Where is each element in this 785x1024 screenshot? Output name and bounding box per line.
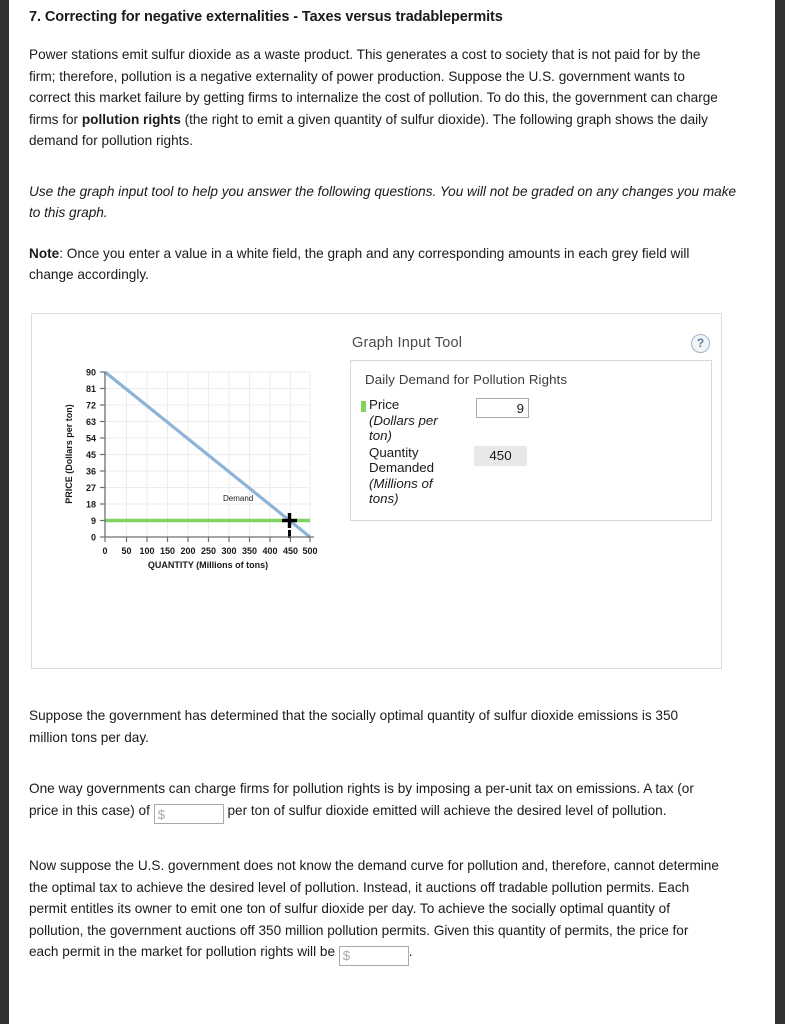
page-content xyxy=(9,0,775,1024)
field-row-quantity-demanded xyxy=(361,445,701,507)
intro-bold-term: pollution rights xyxy=(81,111,181,127)
svg-text:100: 100 xyxy=(139,546,155,556)
lower-section xyxy=(9,705,765,966)
note-text: : Once you enter a value in a white field, the graph and any corresponding amounts in each grey field will change accordingly. xyxy=(29,245,690,282)
graph-input-tool-body xyxy=(350,360,712,521)
svg-text:27: 27 xyxy=(85,483,96,493)
y-axis-tick-labels xyxy=(86,368,96,543)
permits-text-a: Now suppose the U.S. government does not know the demand curve for pollution and, therefore, cannot determine the optimal tax to achieve the desired level of pollution. Instead, it auctions off tradable pollution permits. Each permit entitles its owner to emit one ton of sulfur dioxide per day. To achieve the socially optimal quantity of pollution, the government auctions off 350 million pollution permits. Given this quantity of permits, the price for each permit in the market for pollution rights will be xyxy=(29,858,719,959)
svg-text:50: 50 xyxy=(121,546,132,556)
price-field-name: Price xyxy=(369,397,400,412)
svg-text:9: 9 xyxy=(90,516,96,526)
page-title: 7. Correcting for negative externalities - Taxes versus tradablepermits xyxy=(29,9,503,25)
svg-text:200: 200 xyxy=(180,546,196,556)
tax-text-b: per ton of sulfur dioxide emitted will achieve the desired level of pollution. xyxy=(223,802,667,818)
note-label: Note xyxy=(29,245,60,261)
svg-text:63: 63 xyxy=(85,417,96,427)
svg-text:300: 300 xyxy=(221,546,237,556)
tax-paragraph xyxy=(9,778,765,824)
x-axis-tick-labels xyxy=(102,546,317,556)
intro-text-b: (the right to emit a given quantity of sulfur dioxide). The following graph shows the daily demand for pollution rights. xyxy=(29,111,708,148)
note-paragraph xyxy=(9,243,775,286)
svg-text:0: 0 xyxy=(102,546,108,556)
svg-text:250: 250 xyxy=(200,546,217,556)
svg-text:500: 500 xyxy=(302,546,318,556)
quantity-series-swatch xyxy=(361,449,366,460)
graph-input-tool-header xyxy=(350,328,712,358)
x-axis-title: QUANTITY (Millions of tons) xyxy=(147,560,269,570)
svg-text:36: 36 xyxy=(85,466,96,477)
page-border-right xyxy=(775,0,785,1024)
field-row-price xyxy=(361,397,701,444)
intro-paragraph xyxy=(9,44,775,152)
permit-price-input[interactable] xyxy=(339,946,409,966)
svg-text:81: 81 xyxy=(85,384,96,394)
price-field-label xyxy=(369,397,461,444)
y-axis-ticks xyxy=(100,372,105,537)
price-field-unit: (Dollars per ton) xyxy=(369,412,438,443)
graph-input-tool-subtitle: Daily Demand for Pollution Rights xyxy=(365,372,568,387)
svg-text:72: 72 xyxy=(85,400,96,411)
intro-text-a: Power stations emit sulfur dioxide as a waste product. This generates a cost to society that is not paid for by the firm; therefore, pollution is a negative externality of power production. Suppose the U.S. government wants to correct this market failure by getting firms to internalize the cost of pollution. To do this, the government can charge firms for xyxy=(29,47,718,127)
instruction-paragraph: Use the graph input tool to help you answer the following questions. You will not be graded on any changes you make to this graph. xyxy=(29,183,737,220)
help-icon[interactable]: ? xyxy=(691,334,710,353)
graph-input-tool-title: Graph Input Tool xyxy=(352,335,463,351)
graph-input-tool xyxy=(350,328,712,521)
tax-amount-input[interactable] xyxy=(154,804,224,824)
svg-text:450: 450 xyxy=(282,546,299,556)
svg-text:150: 150 xyxy=(159,546,176,556)
svg-text:45: 45 xyxy=(85,450,96,460)
quantity-demanded-value: 450 xyxy=(474,446,527,466)
graph-widget-container xyxy=(31,313,722,669)
quantity-field-label xyxy=(369,445,461,507)
svg-text:400: 400 xyxy=(262,546,278,556)
chart-svg xyxy=(42,362,332,622)
optimal-quantity-paragraph: Suppose the government has determined that the socially optimal quantity of sulfur dioxide emissions is 350 million tons per day. xyxy=(29,708,679,745)
price-series-swatch xyxy=(361,401,366,412)
tax-text-a: One way governments can charge firms for pollution rights is by imposing a per-unit tax on emissions. A tax (or price in this case) of xyxy=(29,781,694,818)
svg-text:90: 90 xyxy=(85,367,96,378)
page-border-left xyxy=(0,0,9,1024)
price-input[interactable] xyxy=(476,398,529,418)
permits-paragraph xyxy=(9,855,765,966)
svg-text:350: 350 xyxy=(241,546,258,556)
permits-text-b: . xyxy=(408,944,413,959)
demand-chart[interactable] xyxy=(42,362,332,622)
demand-series-label: Demand xyxy=(223,494,254,503)
svg-text:18: 18 xyxy=(85,499,96,510)
x-axis-ticks xyxy=(105,537,310,542)
svg-text:0: 0 xyxy=(90,532,96,543)
quantity-field-unit: (Millions of tons) xyxy=(369,475,433,506)
svg-text:54: 54 xyxy=(85,433,96,444)
quantity-field-name: Quantity Demanded xyxy=(369,444,435,475)
y-axis-title: PRICE (Dollars per ton) xyxy=(64,404,74,504)
